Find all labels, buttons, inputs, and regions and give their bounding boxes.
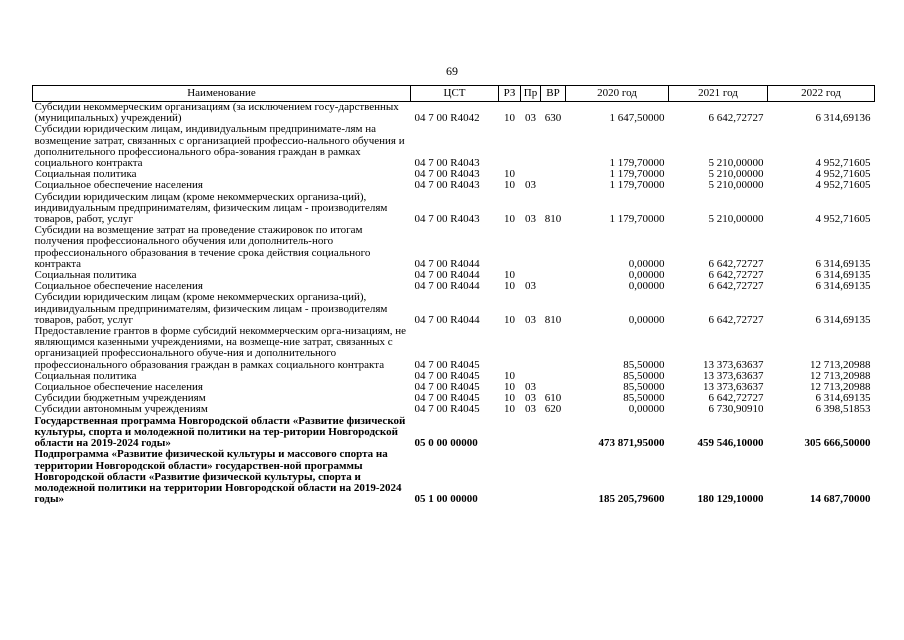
cell-name: Подпрограмма «Развитие физической культуры и массового спорта на территории Новгородской области» государствен-ной программы Новгородской области «Развитие физической культуры, спорта и молодежной политики на территории Новгородской области на 2019-2024 годы» xyxy=(34,448,402,506)
cell-rz: 10 xyxy=(504,381,515,394)
cell-vr xyxy=(541,180,566,191)
cell-2022: 4 952,71605 xyxy=(815,179,871,192)
cell-2020: 85,50000 xyxy=(623,358,665,371)
cell-cst: 04 7 00 R4044 xyxy=(414,313,480,326)
cell-pr xyxy=(521,225,541,270)
cell-vr xyxy=(541,281,566,292)
cell-rz: 10 xyxy=(504,369,515,382)
cell-rz: 10 xyxy=(504,403,515,416)
table-row xyxy=(33,124,875,169)
cell-rz: 10 xyxy=(504,280,515,293)
cell-vr: 620 xyxy=(544,403,562,416)
cell-2021: 459 546,10000 xyxy=(697,437,764,450)
table-row xyxy=(33,404,875,415)
cell-vr: 610 xyxy=(544,392,562,405)
cell-2021: 13 373,63637 xyxy=(703,369,764,382)
cell-cst: 04 7 00 R4045 xyxy=(414,358,480,371)
cell-2021: 180 129,10000 xyxy=(697,493,764,506)
cell-2020: 0,00000 xyxy=(628,257,665,270)
cell-name: Предоставление грантов в форме субсидий некоммерческим орга-низациям, не являющимся казенными учреждениями, на возмеще-ние затрат, связанных с организацией профессионального обуче-ния и дополнительного профессионального образования граждан в рамках социального контракта xyxy=(34,325,407,371)
cell-2022: 4 952,71605 xyxy=(815,168,871,181)
cell-rz: 10 xyxy=(504,213,515,226)
cell-rz xyxy=(499,449,521,505)
cell-2022: 4 952,71605 xyxy=(815,157,871,170)
header-2020: 2020 год xyxy=(566,86,669,102)
table-row xyxy=(33,225,875,270)
cell-vr: 810 xyxy=(544,213,562,226)
budget-table xyxy=(32,85,875,505)
cell-cst: 04 7 00 R4045 xyxy=(414,369,480,382)
cell-vr xyxy=(541,416,566,450)
cell-2020: 1 179,70000 xyxy=(609,179,665,192)
cell-pr: 03 xyxy=(525,403,536,416)
cell-2021: 6 642,72727 xyxy=(708,112,764,125)
cell-name: Социальное обеспечение населения xyxy=(34,179,203,192)
table-row xyxy=(33,180,875,191)
cell-2020: 85,50000 xyxy=(623,392,665,405)
cell-cst: 04 7 00 R4045 xyxy=(414,392,480,405)
cell-rz: 10 xyxy=(504,269,515,282)
cell-vr xyxy=(541,169,566,180)
cell-name: Субсидии юридическим лицам, индивидуальным предпринимате-лям на возмещение затрат, связанных с организацией профессио-нального обучения и дополнительного профессионального обра-зования граждан в рамках социального контракта xyxy=(34,123,405,170)
cell-2021: 6 642,72727 xyxy=(708,313,764,326)
cell-2021: 6 642,72727 xyxy=(708,280,764,293)
cell-pr: 03 xyxy=(525,280,536,293)
header-name: Наименование xyxy=(33,86,411,102)
header-2022: 2022 год xyxy=(768,86,875,102)
cell-name: Социальное обеспечение населения xyxy=(34,381,203,394)
page-number: 69 xyxy=(446,64,458,78)
cell-2020: 0,00000 xyxy=(628,280,665,293)
header-cst: ЦСТ xyxy=(411,86,499,102)
cell-2022: 12 713,20988 xyxy=(810,358,871,371)
cell-cst: 05 0 00 00000 xyxy=(414,437,478,450)
cell-cst: 04 7 00 R4045 xyxy=(414,381,480,394)
cell-2020: 0,00000 xyxy=(628,269,665,282)
cell-pr xyxy=(521,124,541,169)
cell-cst: 04 7 00 R4043 xyxy=(414,179,480,192)
cell-name: Социальное обеспечение населения xyxy=(34,280,203,293)
cell-vr xyxy=(541,371,566,382)
cell-name: Субсидии автономным учреждениям xyxy=(34,403,208,416)
cell-pr: 03 xyxy=(525,381,536,394)
cell-cst: 04 7 00 R4044 xyxy=(414,257,480,270)
cell-name: Субсидии некоммерческим организациям (за исключением госу-дарственных (муниципальных) учреждений) xyxy=(34,101,399,125)
cell-2020: 185 205,79600 xyxy=(598,493,665,506)
cell-2022: 6 314,69135 xyxy=(815,280,871,293)
table-row xyxy=(33,449,875,505)
cell-2021: 6 642,72727 xyxy=(708,392,764,405)
cell-pr xyxy=(521,326,541,371)
cell-2021: 13 373,63637 xyxy=(703,358,764,371)
cell-2022: 12 713,20988 xyxy=(810,381,871,394)
cell-2020: 473 871,95000 xyxy=(598,437,665,450)
cell-pr xyxy=(521,449,541,505)
cell-2022: 12 713,20988 xyxy=(810,369,871,382)
cell-2020: 1 179,70000 xyxy=(609,213,665,226)
cell-vr xyxy=(541,326,566,371)
cell-pr: 03 xyxy=(525,179,536,192)
cell-name: Субсидии юридическим лицам (кроме некоммерческих организа-ций), индивидуальным предпринимателям, физическим лицам - производителям товаров, работ, услуг xyxy=(34,291,388,326)
cell-pr: 03 xyxy=(525,392,536,405)
cell-2020: 1 647,50000 xyxy=(609,112,665,125)
cell-2021: 5 210,00000 xyxy=(708,168,764,181)
cell-cst: 05 1 00 00000 xyxy=(414,493,478,506)
cell-2020: 85,50000 xyxy=(623,369,665,382)
cell-2021: 6 642,72727 xyxy=(708,269,764,282)
cell-2022: 6 314,69135 xyxy=(815,313,871,326)
cell-2022: 6 314,69136 xyxy=(815,112,871,125)
cell-vr: 630 xyxy=(544,112,562,125)
cell-vr: 810 xyxy=(544,313,562,326)
cell-rz xyxy=(499,416,521,450)
cell-2021: 5 210,00000 xyxy=(708,213,764,226)
cell-rz: 10 xyxy=(504,313,515,326)
cell-name: Субсидии юридическим лицам (кроме некоммерческих организа-ций), индивидуальным предпринимателям, физическим лицам - производителям товаров, работ, услуг xyxy=(34,190,388,226)
table-row xyxy=(33,416,875,450)
cell-name: Социальная политика xyxy=(34,269,137,282)
cell-rz xyxy=(499,124,521,169)
cell-2022: 6 314,69135 xyxy=(815,269,871,282)
cell-2020: 0,00000 xyxy=(628,403,665,416)
table-row xyxy=(33,192,875,226)
cell-cst: 04 7 00 R4043 xyxy=(414,157,480,170)
table-header-row xyxy=(33,86,875,102)
header-pr: Пр xyxy=(521,86,541,102)
cell-name: Субсидии на возмещение затрат на проведение стажировок по итогам получения профессионального обучения или дополнитель-ного профессионального образования в течение срока действия социального контракта xyxy=(34,224,371,270)
cell-2020: 1 179,70000 xyxy=(609,168,665,181)
header-2021: 2021 год xyxy=(669,86,768,102)
table-row xyxy=(33,292,875,326)
cell-rz: 10 xyxy=(504,112,515,125)
table-row xyxy=(33,102,875,125)
cell-2022: 305 666,50000 xyxy=(804,437,871,450)
table-row xyxy=(33,326,875,371)
cell-rz xyxy=(499,225,521,270)
cell-vr xyxy=(541,270,566,281)
cell-vr xyxy=(541,225,566,270)
cell-name: Субсидии бюджетным учреждениям xyxy=(34,392,206,405)
cell-name: Социальная политика xyxy=(34,369,137,382)
cell-vr xyxy=(541,124,566,169)
cell-2021: 5 210,00000 xyxy=(708,157,764,170)
cell-2022: 14 687,70000 xyxy=(810,493,871,506)
cell-cst: 04 7 00 R4042 xyxy=(414,112,480,125)
cell-cst: 04 7 00 R4044 xyxy=(414,269,480,282)
cell-2021: 6 730,90910 xyxy=(708,403,764,416)
cell-cst: 04 7 00 R4044 xyxy=(414,280,480,293)
cell-name: Государственная программа Новгородской области «Развитие физической культуры, спорта и молодежной политики на тер-ритории Новгородской области на 2019-2024 годы» xyxy=(34,414,406,450)
cell-pr: 03 xyxy=(525,313,536,326)
cell-2021: 6 642,72727 xyxy=(708,257,764,270)
cell-2022: 6 314,69135 xyxy=(815,392,871,405)
cell-rz: 10 xyxy=(504,168,515,181)
cell-pr: 03 xyxy=(525,213,536,226)
cell-cst: 04 7 00 R4043 xyxy=(414,168,480,181)
cell-cst: 04 7 00 R4045 xyxy=(414,403,480,416)
cell-2020: 85,50000 xyxy=(623,381,665,394)
cell-2022: 6 398,51853 xyxy=(815,403,871,416)
cell-rz: 10 xyxy=(504,392,515,405)
header-vr: ВР xyxy=(541,86,566,102)
cell-2021: 13 373,63637 xyxy=(703,381,764,394)
cell-2020: 1 179,70000 xyxy=(609,157,665,170)
cell-rz: 10 xyxy=(504,179,515,192)
cell-2022: 4 952,71605 xyxy=(815,213,871,226)
cell-vr xyxy=(541,449,566,505)
cell-2021: 5 210,00000 xyxy=(708,179,764,192)
table-body xyxy=(33,102,875,506)
cell-2020: 0,00000 xyxy=(628,313,665,326)
cell-cst: 04 7 00 R4043 xyxy=(414,213,480,226)
cell-name: Социальная политика xyxy=(34,168,137,181)
cell-pr xyxy=(521,416,541,450)
cell-pr: 03 xyxy=(525,112,536,125)
header-rz: РЗ xyxy=(499,86,521,102)
cell-rz xyxy=(499,326,521,371)
cell-2022: 6 314,69135 xyxy=(815,257,871,270)
